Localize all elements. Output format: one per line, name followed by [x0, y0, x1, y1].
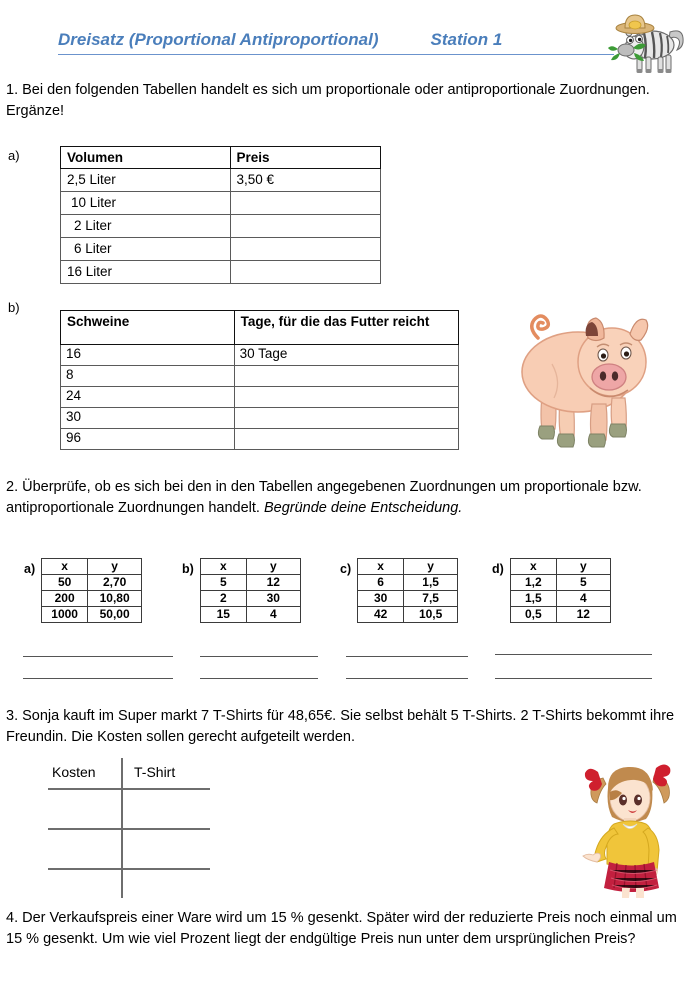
kosten-tshirt-worksheet-grid[interactable]: [44, 758, 244, 898]
task1-part-b-label: b): [8, 300, 20, 315]
zebra-with-hat-icon: [600, 2, 686, 76]
cell-x: 1,2: [510, 575, 556, 591]
task-2-number: 2.: [6, 479, 19, 495]
task-1-number: 1.: [6, 82, 19, 98]
task-2-text: Überprüfe, ob es sich bei den in den Tabellen angegebenen Zuordnungen um proportionale bzw. antiproportionale Zuordnungen handelt.: [6, 479, 642, 516]
task-1-text: Bei den folgenden Tabellen handelt es sich um proportionale oder antiproportionale Zuordnungen. Ergänze!: [6, 82, 650, 119]
cell-y: 12: [246, 575, 300, 591]
table-row: [510, 607, 610, 623]
cell-y: 7,5: [404, 591, 458, 607]
table-row: [200, 591, 300, 607]
answer-line[interactable]: [495, 654, 652, 655]
answer-line[interactable]: [200, 678, 318, 679]
cell-tage-blank[interactable]: [234, 429, 458, 450]
table-row: [61, 192, 381, 215]
cell-volumen: 2,5 Liter: [61, 169, 231, 192]
cell-schweine: 96: [61, 429, 235, 450]
column-header-tshirt: T-Shirt: [134, 764, 176, 780]
cell-y: 10,80: [88, 591, 142, 607]
cell-x: 5: [200, 575, 246, 591]
cell-y: 4: [246, 607, 300, 623]
task-4: [6, 908, 678, 950]
cell-volumen: 2 Liter: [61, 215, 231, 238]
table-row: [510, 591, 610, 607]
column-header-x: x: [200, 559, 246, 575]
cell-volumen: 16 Liter: [61, 261, 231, 284]
table-row: [358, 559, 458, 575]
answer-line[interactable]: [346, 678, 468, 679]
table-schweine-tage: [60, 310, 459, 450]
page-title-text: Dreisatz (Proportional Antiproportional): [58, 30, 379, 49]
cell-volumen: 6 Liter: [61, 238, 231, 261]
header-divider: [58, 54, 614, 55]
table-row: [42, 559, 142, 575]
table-row: [42, 607, 142, 623]
cell-schweine: 30: [61, 408, 235, 429]
cell-x: 30: [358, 591, 404, 607]
cell-x: 1000: [42, 607, 88, 623]
table-row: [61, 387, 459, 408]
task2-table-c-label: c): [340, 562, 352, 576]
table-row: [42, 575, 142, 591]
station-label: Station 1: [430, 30, 503, 49]
cell-y: 30: [246, 591, 300, 607]
cell-preis-blank[interactable]: [230, 261, 381, 284]
task-2: [6, 477, 678, 519]
column-header-x: x: [42, 559, 88, 575]
table-row: [510, 575, 610, 591]
answer-line[interactable]: [23, 656, 173, 657]
task-4-number: 4.: [6, 910, 19, 926]
cell-tage-blank[interactable]: [234, 387, 458, 408]
cell-x: 6: [358, 575, 404, 591]
table-row: [61, 408, 459, 429]
cell-y: 12: [556, 607, 610, 623]
task-3: [6, 706, 678, 748]
cell-x: 15: [200, 607, 246, 623]
cell-preis-blank[interactable]: [230, 192, 381, 215]
grid-horizontal-line: [48, 828, 210, 830]
cell-x: 1,5: [510, 591, 556, 607]
column-header-preis: Preis: [230, 147, 381, 169]
cell-preis-blank[interactable]: [230, 215, 381, 238]
column-header-x: x: [358, 559, 404, 575]
task2-table-a-label: a): [24, 562, 36, 576]
answer-line[interactable]: [200, 656, 318, 657]
task2-table-b-label: b): [182, 562, 194, 576]
page-header: [0, 0, 688, 72]
task2-table-b-group: [182, 558, 301, 623]
answer-line[interactable]: [23, 678, 173, 679]
cell-x: 50: [42, 575, 88, 591]
cell-y: 1,5: [404, 575, 458, 591]
column-header-tage: Tage, für die das Futter reicht: [234, 311, 458, 345]
table-row: [200, 559, 300, 575]
table-xy-c: [357, 558, 458, 623]
table-row: [42, 591, 142, 607]
table-row: [200, 607, 300, 623]
page-title: [58, 30, 614, 50]
grid-horizontal-line: [48, 868, 210, 870]
table-row: [61, 215, 381, 238]
column-header-y: y: [88, 559, 142, 575]
table-volumen-preis: [60, 146, 381, 284]
cell-tage: 30 Tage: [234, 345, 458, 366]
cell-tage-blank[interactable]: [234, 366, 458, 387]
cell-schweine: 24: [61, 387, 235, 408]
table-row: [61, 345, 459, 366]
column-header-y: y: [556, 559, 610, 575]
task1-part-a-label: a): [8, 148, 20, 163]
table-row: [358, 607, 458, 623]
table-row: [61, 147, 381, 169]
task-1: [6, 80, 678, 122]
grid-horizontal-line: [48, 788, 210, 790]
cell-volumen: 10 Liter: [61, 192, 231, 215]
task-3-text: Sonja kauft im Super markt 7 T-Shirts für 48,65€. Sie selbst behält 5 T-Shirts. 2 T-Shirts bekommt ihre Freundin. Die Kosten sollen gerecht aufgeteilt werden.: [6, 708, 675, 745]
task2-table-d-group: [492, 558, 611, 623]
answer-line[interactable]: [346, 656, 468, 657]
table-row: [510, 559, 610, 575]
table-xy-d: [510, 558, 611, 623]
cell-y: 5: [556, 575, 610, 591]
table-row: [358, 591, 458, 607]
cell-preis-blank[interactable]: [230, 238, 381, 261]
task2-table-d-label: d): [492, 562, 504, 576]
cell-schweine: 8: [61, 366, 235, 387]
column-header-y: y: [404, 559, 458, 575]
task-3-number: 3.: [6, 708, 19, 724]
table-row: [61, 169, 381, 192]
task-4-text: Der Verkaufspreis einer Ware wird um 15 % gesenkt. Später wird der reduzierte Preis noch einmal um 15 % gesenkt. Um wie viel Prozent liegt der endgültige Preis nun unter dem ursprünglichen Preis?: [6, 910, 677, 947]
column-header-volumen: Volumen: [61, 147, 231, 169]
cell-tage-blank[interactable]: [234, 408, 458, 429]
column-header-y: y: [246, 559, 300, 575]
table-xy-a: [41, 558, 142, 623]
column-header-x: x: [510, 559, 556, 575]
table-xy-b: [200, 558, 301, 623]
answer-line[interactable]: [495, 678, 652, 679]
cell-y: 2,70: [88, 575, 142, 591]
cell-schweine: 16: [61, 345, 235, 366]
table-row: [200, 575, 300, 591]
cell-y: 10,5: [404, 607, 458, 623]
table-row: [61, 311, 459, 345]
cell-y: 50,00: [88, 607, 142, 623]
table-row: [61, 238, 381, 261]
cell-x: 200: [42, 591, 88, 607]
cell-y: 4: [556, 591, 610, 607]
table-row: [61, 429, 459, 450]
task2-table-a-group: [24, 558, 142, 623]
cell-preis: 3,50 €: [230, 169, 381, 192]
column-header-kosten: Kosten: [52, 764, 96, 780]
girl-pointing-icon: [578, 762, 682, 898]
table-row: [61, 261, 381, 284]
table-row: [358, 575, 458, 591]
task2-table-c-group: [340, 558, 458, 623]
cell-x: 42: [358, 607, 404, 623]
table-row: [61, 366, 459, 387]
task-2-text-italic: Begründe deine Entscheidung.: [263, 500, 463, 516]
cell-x: 0,5: [510, 607, 556, 623]
cell-x: 2: [200, 591, 246, 607]
pig-icon: [508, 300, 658, 455]
column-header-schweine: Schweine: [61, 311, 235, 345]
